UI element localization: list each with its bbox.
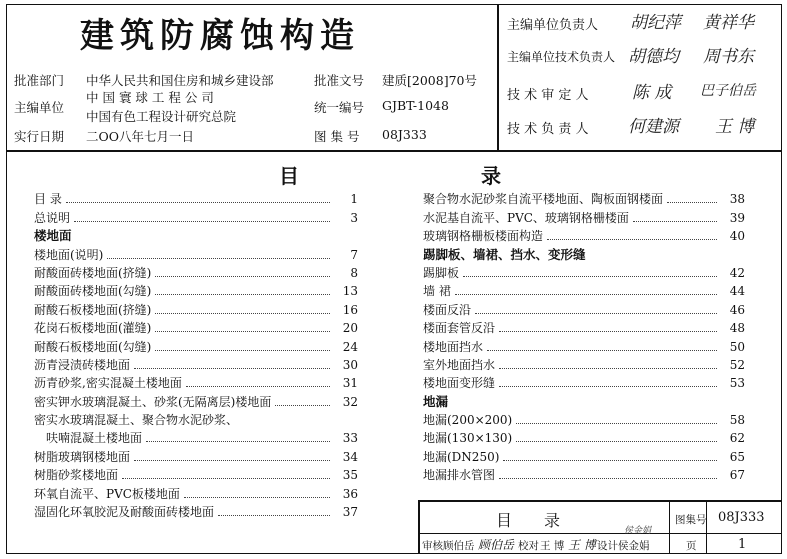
signature-3b: 巴子伯岳 (700, 83, 756, 99)
toc-leader-dots (66, 202, 330, 203)
toc-leader-dots (218, 515, 330, 516)
toc-section-heading (423, 243, 745, 261)
signature-2a: 胡德均 (628, 47, 679, 67)
toc-entry (34, 206, 358, 224)
editor-unit-label: 主编单位 (14, 100, 65, 115)
toc-leader-dots (186, 386, 330, 387)
toc-leader-dots (455, 294, 717, 295)
approval-doc-label: 批准文号 (314, 73, 365, 88)
toc-entry-title: 楼面反沿 (423, 302, 472, 317)
toc-leader-dots (155, 276, 330, 277)
atlas-no-label: 图 集 号 (314, 129, 360, 144)
toc-entry (34, 372, 358, 390)
review-name: 顾伯岳 (443, 540, 475, 552)
toc-entry-title: 树脂砂浆楼地面 (34, 468, 119, 483)
check-name: 王 博 (540, 540, 565, 552)
toc-leader-dots (503, 460, 717, 461)
toc-leader-dots (499, 368, 717, 369)
toc-entry-title: 地漏 (423, 393, 449, 409)
atlas-no: 08J333 (382, 127, 427, 142)
header-divider-vertical (497, 4, 499, 150)
editor-unit-1: 中 国 寰 球 工 程 公 司 (86, 90, 214, 105)
toc-entry-title: 目 录 (34, 192, 62, 207)
toc-entry-page: 16 (342, 302, 358, 317)
effective-date-label: 实行日期 (14, 129, 65, 144)
toc-entry (423, 427, 745, 445)
unified-no: GJBT-1048 (382, 98, 449, 113)
toc-right-column (423, 188, 745, 482)
toc-entry-title: 呋喃混凝土楼地面 (34, 431, 143, 446)
title-block-divider-2 (706, 500, 707, 554)
toc-leader-dots (74, 221, 330, 222)
toc-entry-page: 13 (342, 284, 358, 299)
toc-entry-page: 32 (342, 394, 358, 409)
toc-entry-page: 1 (350, 192, 358, 207)
toc-entry-title: 地漏(DN250) (423, 449, 500, 464)
toc-entry-title: 玻璃钢格栅板楼面构造 (423, 229, 544, 244)
toc-entry-title: 耐酸面砖楼地面(挤缝) (34, 265, 152, 280)
toc-entry-page: 37 (342, 505, 358, 520)
toc-entry-page: 40 (729, 229, 745, 244)
toc-entry-title: 耐酸面砖楼地面(勾缝) (34, 284, 152, 299)
toc-entry (34, 501, 358, 519)
toc-entry-page: 38 (729, 192, 745, 207)
toc-left-column (34, 188, 358, 519)
toc-entry-page: 67 (729, 468, 745, 483)
toc-leader-dots (487, 350, 717, 351)
design-signature: 侯金娟 (624, 526, 652, 536)
toc-entry-page: 53 (729, 376, 745, 391)
toc-entry-page: 50 (729, 339, 745, 354)
toc-entry-page: 58 (729, 413, 745, 428)
toc-entry-page: 65 (729, 449, 745, 464)
toc-entry-page: 33 (342, 431, 358, 446)
title-block-top-border (418, 500, 782, 502)
toc-entry-title: 湿固化环氧胶泥及耐酸面砖楼地面 (34, 505, 215, 520)
toc-entry (34, 298, 358, 316)
toc-entry (34, 354, 358, 372)
toc-entry-page: 7 (350, 247, 358, 262)
toc-entry-title: 楼地面变形缝 (423, 376, 496, 391)
toc-entry (34, 464, 358, 482)
toc-entry-page: 52 (729, 357, 745, 372)
toc-entry-page: 30 (342, 357, 358, 372)
toc-entry (423, 262, 745, 280)
editor-unit-2: 中国有色工程设计研究总院 (86, 109, 237, 124)
toc-entry-title: 总说明 (34, 210, 71, 225)
toc-entry (34, 427, 358, 445)
toc-entry-page: 36 (342, 486, 358, 501)
header-divider-horizontal (6, 150, 782, 152)
toc-entry-title: 室外地面挡水 (423, 357, 496, 372)
toc-entry-title: 地漏(200×200) (423, 413, 513, 428)
toc-entry-title: 密实钾水玻璃混凝土、砂浆(无隔离层)楼地面 (34, 394, 272, 409)
title-block-page-label: 页 (686, 540, 697, 552)
toc-entry (34, 390, 358, 408)
toc-entry-title: 楼地面挡水 (423, 339, 484, 354)
toc-heading-right: 录 (481, 164, 501, 188)
toc-leader-dots (499, 478, 717, 479)
toc-leader-dots (134, 368, 330, 369)
toc-entry-title: 沥青砂浆,密实混凝土楼地面 (34, 376, 182, 391)
toc-leader-dots (475, 313, 717, 314)
toc-entry (34, 335, 358, 353)
toc-entry-page: 39 (729, 210, 745, 225)
toc-entry (423, 354, 745, 372)
toc-leader-dots (499, 331, 717, 332)
toc-entry-page: 3 (350, 210, 358, 225)
toc-entry-page: 20 (342, 321, 358, 336)
responsible-role-4: 技 术 负 责 人 (507, 122, 589, 137)
design-label: 设计 (597, 540, 618, 552)
toc-entry (423, 188, 745, 206)
toc-entry-title: 楼地面 (34, 228, 72, 244)
toc-entry-title: 沥青浸渍砖楼地面 (34, 357, 131, 372)
toc-entry (34, 445, 358, 463)
toc-leader-dots (184, 497, 330, 498)
toc-entry (423, 335, 745, 353)
toc-entry (423, 409, 745, 427)
design-name: 侯金娟 (618, 540, 650, 552)
toc-leader-dots (134, 460, 330, 461)
toc-leader-dots (146, 441, 330, 442)
toc-entry (423, 464, 745, 482)
title-block-mid-border (418, 533, 782, 534)
toc-heading-left: 目 (279, 164, 299, 188)
title-block-left-border (418, 500, 420, 554)
toc-entry (423, 372, 745, 390)
toc-entry-page: 34 (342, 449, 358, 464)
toc-entry (423, 317, 745, 335)
title-block-atlas-no-label: 图集号 (675, 514, 707, 526)
toc-entry-title: 密实水玻璃混凝土、聚合物水泥砂浆、 (34, 413, 239, 428)
toc-leader-dots (275, 405, 330, 406)
toc-entry-title: 楼面套管反沿 (423, 321, 496, 336)
toc-entry-page: 62 (729, 431, 745, 446)
toc-leader-dots (516, 423, 717, 424)
document-title: 建筑防腐蚀构造 (80, 16, 360, 56)
toc-entry-page: 44 (729, 284, 745, 299)
toc-entry-title: 地漏(130×130) (423, 431, 513, 446)
approval-doc: 建质[2008]70号 (382, 73, 477, 88)
review-label: 审核 (422, 540, 443, 552)
toc-entry-page: 46 (729, 302, 745, 317)
toc-entry-page: 31 (342, 376, 358, 391)
review-signature: 顾伯岳 (478, 538, 515, 552)
toc-entry-title: 地漏排水管图 (423, 468, 496, 483)
signature-1a: 胡纪萍 (630, 13, 681, 33)
toc-leader-dots (547, 239, 717, 240)
toc-leader-dots (667, 202, 717, 203)
toc-entry (423, 445, 745, 463)
toc-leader-dots (155, 294, 330, 295)
toc-entry (34, 280, 358, 298)
effective-date: 二OO八年七月一日 (86, 129, 194, 144)
check-signature: 王 博 (568, 538, 596, 552)
toc-entry (34, 188, 358, 206)
unified-no-label: 统一编号 (314, 100, 365, 115)
responsible-role-2: 主编单位技术负责人 (507, 50, 616, 64)
approval-dept-label: 批准部门 (14, 73, 65, 88)
signature-2b: 周书东 (703, 47, 754, 67)
responsible-role-1: 主编单位负责人 (507, 18, 599, 33)
title-block-divider-1 (669, 500, 670, 554)
toc-leader-dots (107, 258, 330, 259)
toc-leader-dots (155, 313, 330, 314)
toc-entry-title: 环氧自流平、PVC板楼地面 (34, 486, 180, 501)
check-label: 校对 (518, 540, 539, 552)
toc-entry-title: 踢脚板、墙裙、挡水、变形缝 (423, 246, 586, 262)
toc-entry-page: 35 (342, 468, 358, 483)
toc-entry-title: 墙 裙 (423, 284, 451, 299)
toc-leader-dots (155, 350, 330, 351)
toc-entry-title: 楼地面(说明) (34, 247, 104, 262)
toc-entry-title: 耐酸石板楼地面(挤缝) (34, 302, 152, 317)
toc-entry-title: 花岗石板楼地面(灌缝) (34, 321, 152, 336)
signature-4a: 何建源 (628, 117, 679, 137)
responsible-role-3: 技 术 审 定 人 (507, 88, 589, 103)
toc-leader-dots (122, 478, 330, 479)
title-block-title: 目 录 (496, 511, 561, 530)
toc-entry (423, 206, 745, 224)
toc-leader-dots (463, 276, 717, 277)
toc-entry (34, 243, 358, 261)
toc-entry (423, 280, 745, 298)
approval-dept: 中华人民共和国住房和城乡建设部 (86, 73, 274, 88)
signature-4b: 王 博 (715, 117, 755, 137)
title-block-atlas-no: 08J333 (718, 510, 765, 525)
toc-section-heading (34, 225, 358, 243)
toc-entry (34, 317, 358, 335)
toc-entry-page: 24 (342, 339, 358, 354)
title-block-page-no: 1 (738, 537, 747, 552)
toc-leader-dots (516, 441, 717, 442)
signature-3a: 陈 成 (632, 83, 672, 103)
toc-leader-dots (633, 221, 717, 222)
toc-entry (34, 409, 358, 427)
toc-entry (423, 225, 745, 243)
toc-entry-page: 8 (350, 265, 358, 280)
toc-entry-title: 树脂玻璃钢楼地面 (34, 449, 131, 464)
toc-entry-title: 踢脚板 (423, 265, 460, 280)
toc-leader-dots (155, 331, 330, 332)
toc-section-heading (423, 390, 745, 408)
toc-entry (34, 482, 358, 500)
toc-entry-page: 48 (729, 321, 745, 336)
toc-entry-title: 聚合物水泥砂浆自流平楼地面、陶板面钢楼面 (423, 192, 664, 207)
toc-entry-page: 42 (729, 265, 745, 280)
toc-leader-dots (499, 386, 717, 387)
toc-entry (34, 262, 358, 280)
signature-1b: 黄祥华 (703, 13, 754, 33)
toc-entry (423, 298, 745, 316)
toc-entry-title: 耐酸石板楼地面(勾缝) (34, 339, 152, 354)
toc-entry-title: 水泥基自流平、PVC、玻璃钢格栅楼面 (423, 210, 629, 225)
